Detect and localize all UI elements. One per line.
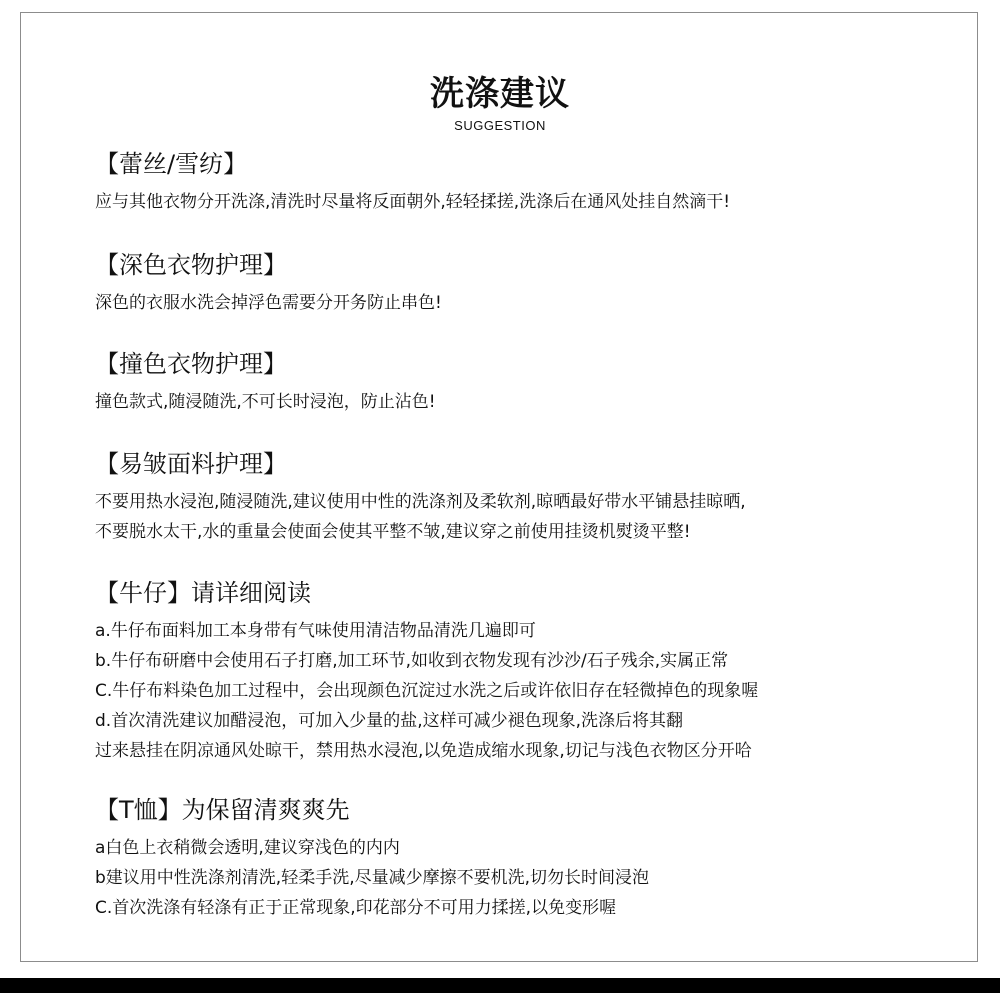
section-text-line: 撞色款式,随浸随洗,不可长时浸泡，防止沾色! [95,392,436,412]
section-heading: 【深色衣物护理】 [95,251,287,279]
section-text-line: 深色的衣服水洗会掉浮色需要分开务防止串色! [95,293,442,313]
section-dark-clothing-care [95,248,955,318]
section-text-line: d.首次清洗建议加醋浸泡，可加入少量的盐,这样可减少褪色现象,洗涤后将其翻 [95,711,684,731]
section-heading: 【易皱面料护理】 [95,450,287,478]
section-text-line: C.首次洗涤有轻涤有正于正常现象,印花部分不可用力揉搓,以免变形喔 [95,898,617,918]
section-text-line: a白色上衣稍微会透明,建议穿浅色的内内 [95,838,400,858]
section-text-line: a.牛仔布面料加工本身带有气味使用清洁物品清洗几遍即可 [95,621,536,641]
section-text-line: 不要用热水浸泡,随浸随洗,建议使用中性的洗涤剂及柔软剂,晾晒最好带水平铺悬挂晾晒, [95,492,746,512]
section-heading: 【蕾丝/雪纺】 [95,150,248,178]
section-heading: 【T恤】为保留清爽爽先 [95,796,350,824]
section-text-line: C.牛仔布料染色加工过程中，会出现颜色沉淀过水洗之后或许依旧存在轻微掉色的现象喔 [95,681,759,701]
bottom-bar [0,978,1000,993]
section-text-line: b建议用中性洗涤剂清洗,轻柔手洗,尽量减少摩擦不要机洗,切勿长时间浸泡 [95,868,650,888]
section-text-line: 过来悬挂在阴凉通风处晾干，禁用热水浸泡,以免造成缩水现象,切记与浅色衣物区分开哈 [95,741,752,761]
section-heading: 【牛仔】请详细阅读 [95,579,311,607]
section-denim [95,576,955,766]
section-lace-chiffon [95,147,955,217]
section-contrast-color-care [95,347,955,417]
section-wrinkle-prone-care [95,447,955,547]
page-title: 洗涤建议 [430,74,570,114]
section-text-line: b.牛仔布研磨中会使用石子打磨,加工环节,如收到衣物发现有沙沙/石子残余,实属正常 [95,651,729,671]
section-text-line: 应与其他衣物分开洗涤,清洗时尽量将反面朝外,轻轻揉搓,洗涤后在通风处挂自然滴干! [95,192,731,212]
section-text-line: 不要脱水太干,水的重量会使面会使其平整不皱,建议穿之前使用挂烫机熨烫平整! [95,522,691,542]
section-heading: 【撞色衣物护理】 [95,350,287,378]
section-tshirt [95,793,955,923]
page-subtitle: SUGGESTION [454,118,546,133]
